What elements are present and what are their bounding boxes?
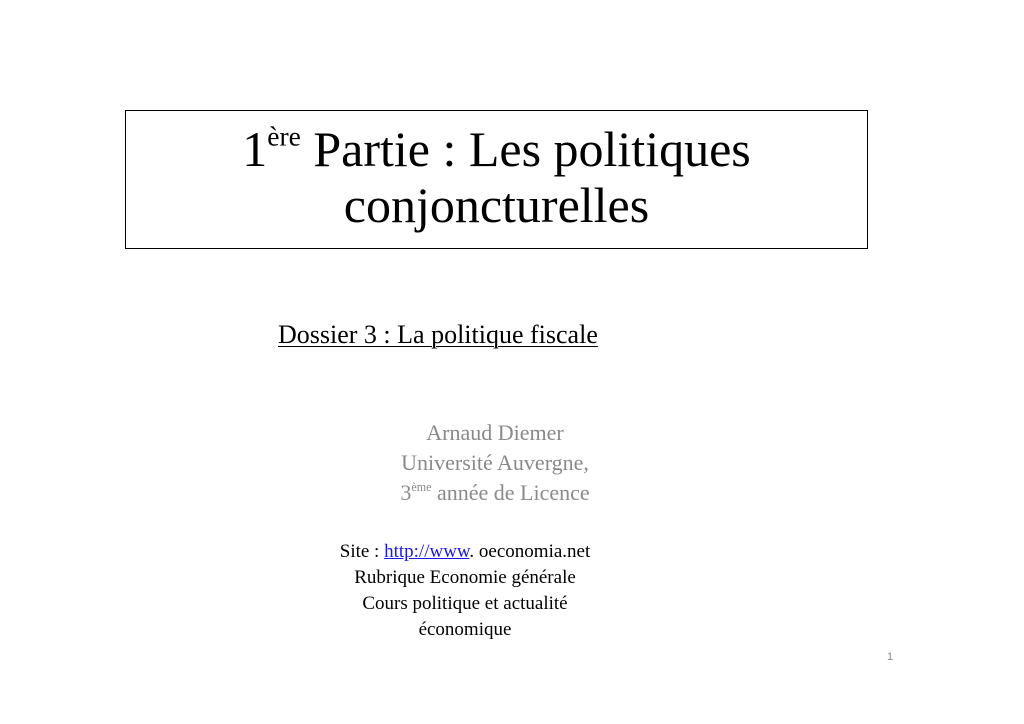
dossier-subtitle: Dossier 3 : La politique fiscale bbox=[278, 320, 598, 349]
site-block bbox=[270, 539, 660, 643]
author-university: Université Auvergne, bbox=[401, 450, 589, 475]
title-superscript: ère bbox=[267, 120, 301, 152]
author-name: Arnaud Diemer bbox=[426, 420, 564, 445]
title-text: Partie : Les politiques bbox=[300, 121, 751, 177]
site-link[interactable]: http://www bbox=[384, 541, 470, 562]
site-rubric: Rubrique Economie générale bbox=[354, 567, 576, 588]
author-block bbox=[300, 418, 690, 508]
title-box bbox=[125, 110, 868, 249]
site-course-line-2: économique bbox=[418, 619, 512, 640]
site-line bbox=[270, 539, 660, 565]
title-line-2: conjoncturelles bbox=[343, 177, 650, 233]
level-text: année de Licence bbox=[431, 480, 590, 505]
site-label: Site : bbox=[339, 541, 385, 562]
site-domain: . oeconomia.net bbox=[469, 541, 591, 562]
title-number: 1 bbox=[242, 121, 268, 177]
author-level bbox=[300, 478, 690, 508]
site-course-line: Cours politique et actualité bbox=[362, 593, 568, 614]
title-line-1 bbox=[126, 121, 867, 177]
level-superscript: ème bbox=[411, 479, 432, 494]
level-number: 3 bbox=[400, 480, 412, 505]
page-number: 1 bbox=[886, 651, 894, 663]
